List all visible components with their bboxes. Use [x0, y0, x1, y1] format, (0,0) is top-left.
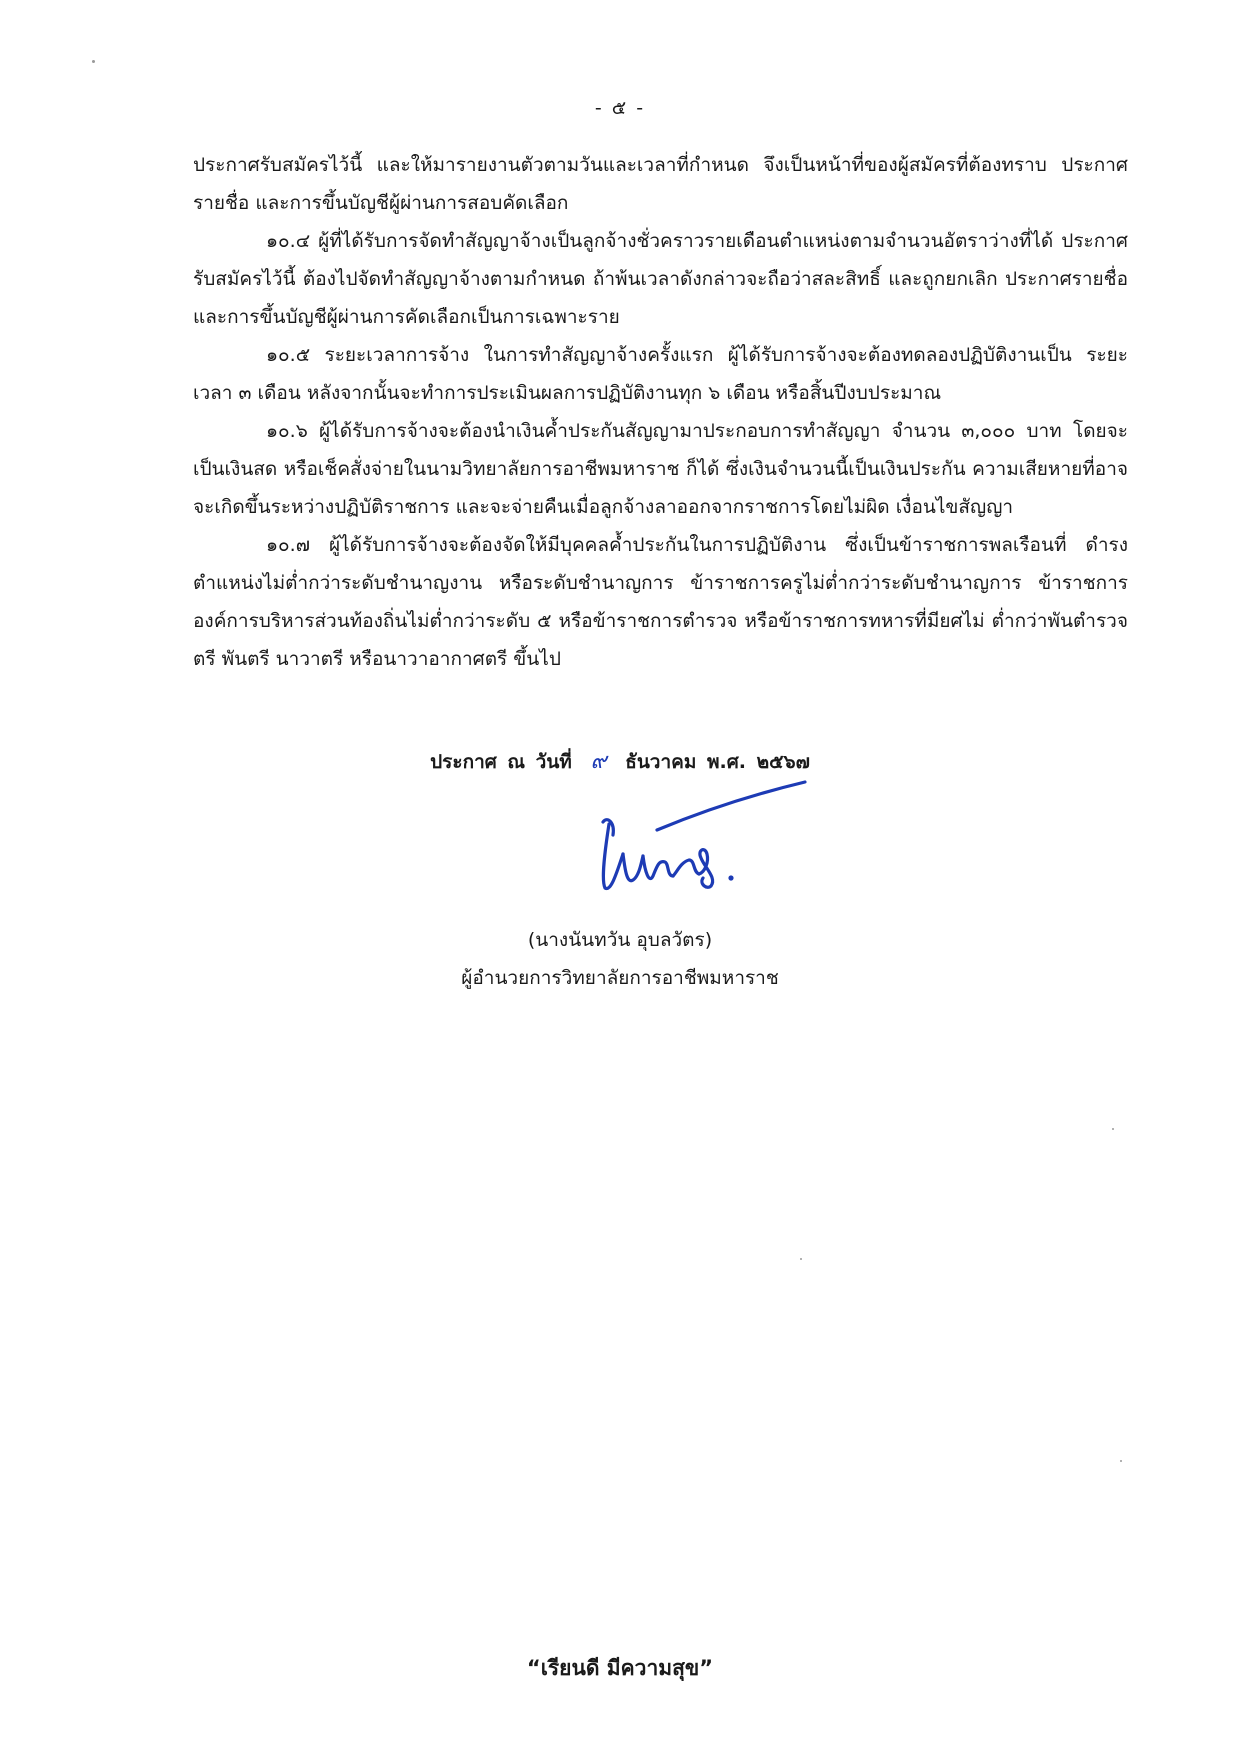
college-motto: “เรียนดี มีความสุข” — [526, 1656, 714, 1680]
text-line: ๑๐.๗ ผู้ได้รับการจ้างจะต้องจัดให้มีบุคคลค้ำประกันในการปฏิบัติงาน ซึ่งเป็นข้าราชการพลเรือนที่ — [266, 534, 1067, 556]
page-number: - ๕ - — [594, 97, 646, 119]
text-line: ระยะเวลา ๓ เดือน หลังจากนั้นจะทำการประเมินผลการปฏิบัติงานทุก ๖ เดือน หรือสิ้นปีงบประมาณ — [193, 344, 1128, 404]
text-line: เงื่อนไขสัญญา — [895, 496, 1014, 518]
document-body — [193, 146, 1128, 678]
text-line: ข้าราชการองค์การบริหารส่วนท้องถิ่นไม่ต่ำกว่าระดับ ๕ หรือข้าราชการตำรวจ หรือข้าราชการทหารที่มียศไม่ — [193, 572, 1128, 632]
paragraph-10-7 — [193, 526, 1128, 678]
text-line: ประกาศรายชื่อ และการขึ้นบัญชีผู้ผ่านการคัดเลือกเป็นการเฉพาะราย — [193, 268, 1128, 328]
text-line: ๑๐.๔ ผู้ที่ได้รับการจัดทำสัญญาจ้างเป็นลูกจ้างชั่วคราวรายเดือนตำแหน่งตามจำนวนอัตราว่างที่ได้ — [266, 230, 1054, 252]
text-line: ประกาศรับสมัครไว้นี้ ต้องไปจัดทำสัญญาจ้างตามกำหนด ถ้าพ้นเวลาดังกล่าวจะถือว่าสละสิทธิ์ และถูกยกเลิก — [193, 230, 1128, 290]
text-line: ๑๐.๕ ระยะเวลาการจ้าง ในการทำสัญญาจ้างครั้งแรก ผู้ได้รับการจ้างจะต้องทดลองปฏิบัติงานเป็น — [266, 344, 1072, 366]
text-line: ความเสียหายที่อาจจะเกิดขึ้นระหว่างปฏิบัติราชการ และจะจ่ายคืนเมื่อลูกจ้างลาออกจากราชการโดยไม่ผิด — [193, 458, 1128, 518]
paragraph-10-3-continued — [193, 146, 1128, 222]
paragraph-10-6 — [193, 412, 1128, 526]
signer-name: (นางนันทวัน อุบลวัตร) — [527, 929, 713, 951]
text-line: ประกาศรายชื่อ และการขึ้นบัญชีผู้ผ่านการสอบคัดเลือก — [193, 154, 1128, 214]
scan-speck — [1120, 1460, 1122, 1462]
handwritten-day: ๙ — [590, 749, 607, 774]
text-line: โดยจะเป็นเงินสด หรือเช็คสั่งจ่ายในนามวิทยาลัยการอาชีพมหาราช ก็ได้ ซึ่งเงินจำนวนนี้เป็นเงินประกัน — [193, 420, 1128, 480]
paragraph-10-4 — [193, 222, 1128, 336]
signer-title: ผู้อำนวยการวิทยาลัยการอาชีพมหาราช — [461, 967, 779, 989]
text-line: ประกาศรับสมัครไว้นี้ และให้มารายงานตัวตามวันและเวลาที่กำหนด จึงเป็นหน้าที่ของผู้สมัครที่ต้องทราบ — [193, 154, 1047, 176]
announcement-suffix: ธันวาคม พ.ศ. ๒๕๖๗ — [625, 751, 810, 773]
announcement-prefix: ประกาศ ณ วันที่ — [430, 751, 572, 773]
text-line: ต่ำกว่าพันตำรวจตรี พันตรี นาวาตรี หรือนาวาอากาศตรี ขึ้นไป — [193, 610, 1128, 670]
scan-speck — [1112, 1128, 1114, 1130]
paragraph-10-5 — [193, 336, 1128, 412]
announcement-date-line — [0, 743, 1240, 778]
scan-speck — [800, 1258, 802, 1260]
handwritten-signature — [595, 780, 825, 900]
text-line: ดำรงตำแหน่งไม่ต่ำกว่าระดับชำนาญงาน หรือระดับชำนาญการ ข้าราชการครูไม่ต่ำกว่าระดับชำนาญการ — [193, 534, 1128, 594]
text-line: ๑๐.๖ ผู้ได้รับการจ้างจะต้องนำเงินค้ำประกันสัญญามาประกอบการทำสัญญา จำนวน ๓,๐๐๐ บาท — [266, 420, 1062, 442]
scan-speck — [92, 60, 95, 63]
